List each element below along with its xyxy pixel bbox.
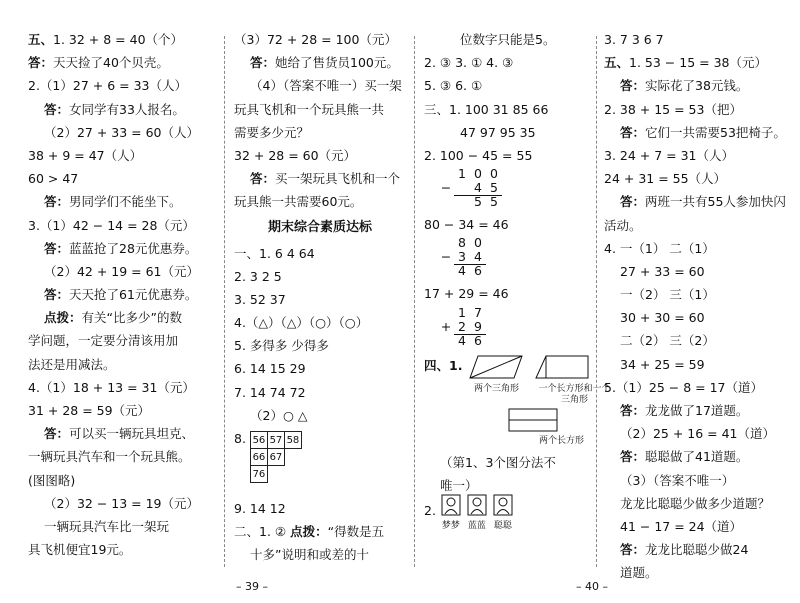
line-text: 2. 3 2 5: [234, 268, 282, 284]
text-line: [604, 422, 792, 445]
kid-name: 聪聪: [493, 520, 512, 531]
calc-digit: 1: [458, 166, 466, 182]
line-text: 3. 24 + 7 = 31（人）: [604, 147, 735, 163]
text-line: [28, 445, 216, 468]
text-line: [28, 283, 216, 306]
line-text: 1. 32 + 8 = 40（个）: [53, 32, 184, 47]
grid-label: 8.: [234, 431, 246, 446]
text-line: [234, 357, 406, 380]
line-text: 天天捡了40个贝壳。: [53, 55, 169, 71]
line-text: 聪聪做了41道题。: [645, 449, 749, 465]
bold-label: 答：: [28, 55, 54, 71]
calc-digit: 4: [458, 263, 466, 279]
text-line: [234, 265, 406, 288]
bold-label: 答：: [44, 287, 70, 303]
text-line: [234, 311, 406, 334]
text-line: [604, 214, 792, 237]
shape-two-rects: [508, 408, 614, 447]
text-line: [234, 51, 406, 74]
column-divider-1: [224, 36, 225, 567]
line-text: 32 + 28 = 60（元）: [234, 147, 357, 163]
bold-label: 五、: [604, 55, 630, 71]
line-text: 道题。: [620, 565, 658, 581]
text-line: [604, 469, 792, 492]
calc-digit: 5: [490, 194, 498, 210]
shape-caption: 一个长方形和一个三角形: [538, 383, 611, 405]
line-text: 龙龙做了17道题。: [645, 403, 749, 418]
calc-row: [438, 195, 592, 209]
bold-label: 答：: [44, 101, 70, 117]
line-text: （3）（答案不唯一）: [620, 472, 735, 488]
text-line: [604, 445, 792, 468]
text-line: [234, 74, 406, 97]
text-line: [604, 329, 792, 352]
text-line: [234, 242, 406, 265]
calc-row: [438, 250, 592, 264]
line-text: (图图略): [28, 472, 76, 488]
line-text: 2. 38 + 15 = 53（把）: [604, 101, 742, 117]
kids-section: [424, 499, 592, 532]
text-line: [28, 144, 216, 167]
calc-digit: 8: [458, 235, 466, 251]
text-line: [234, 190, 406, 213]
line-text: 一、1. 6 4 64: [234, 245, 315, 261]
column-4: [604, 28, 792, 585]
line-text: 实际花了38元钱。: [645, 78, 749, 94]
calc-row: [438, 306, 592, 320]
text-line: [28, 190, 216, 213]
vertical-calc-3: [438, 306, 592, 348]
shape-two-triangles: [468, 354, 524, 406]
text-line: [604, 353, 792, 376]
text-line: [28, 492, 216, 515]
calc-operator: −: [440, 249, 452, 265]
line-text: 3. 52 37: [234, 291, 286, 307]
shape-figures: [468, 354, 614, 447]
line-text: 4.（△）（△）（○）（○）: [234, 315, 369, 331]
line-text: 1. 53 − 15 = 38（元）: [629, 55, 767, 71]
calc-digit: 4: [458, 332, 466, 348]
text-line: [424, 144, 592, 167]
line-text: 47 97 95 35: [460, 124, 536, 140]
line-text: 法还是用减法。: [28, 356, 116, 372]
text-line: [604, 121, 792, 144]
shape-caption: 两个长方形: [538, 435, 584, 446]
vertical-calc-2: [438, 236, 592, 278]
line-text: 三、1. 100 31 85 66: [424, 101, 549, 117]
line-text: 7. 14 74 72: [234, 384, 306, 400]
line-text: 6. 14 15 29: [234, 361, 306, 377]
calc-operator: +: [440, 318, 452, 334]
parallelogram-triangles-icon: [468, 354, 524, 380]
calc-row: [438, 334, 592, 348]
calc2-equation: 80 − 34 = 46: [424, 217, 509, 233]
text-line: [604, 190, 792, 213]
page-number-right: – 40 –: [576, 580, 608, 593]
bold-label: 答：: [620, 124, 646, 140]
line-text: 十多”说明和或差的十: [250, 547, 369, 563]
line-text: 她给了售货员100元。: [275, 55, 399, 71]
grid-cell: [284, 466, 301, 483]
text-line: [28, 422, 216, 445]
question-2-label: 2.: [424, 502, 436, 518]
calc-digits: [454, 306, 486, 320]
line-text: 2. ③ 3. ① 4. ③: [424, 55, 514, 71]
bold-label: 五、: [28, 32, 54, 47]
text-line: [28, 353, 216, 376]
line-text: 2. 100 − 45 = 55: [424, 147, 533, 163]
kid-icon: [492, 493, 514, 517]
line-text: 买一架玩具飞机和一个: [275, 171, 401, 187]
line-text: 天天抢了61元优惠券。: [69, 287, 198, 303]
line-text: 5.（1）25 − 8 = 17（道）: [604, 379, 763, 395]
calc-operator: −: [440, 180, 452, 196]
text-line: [234, 98, 406, 121]
text-line: [604, 515, 792, 538]
section-title: 期末综合素质达标: [267, 219, 372, 235]
line-text: 女同学有33人报名。: [69, 101, 185, 117]
line-text: （3）72 + 28 = 100（元）: [234, 32, 397, 47]
calc-digit: 2: [458, 318, 466, 334]
text-line: [28, 51, 216, 74]
line-text: 有关“比多少”的数: [81, 310, 182, 326]
text-line: [604, 561, 792, 584]
kid-name: 蓝蓝: [467, 520, 486, 531]
line-text: 活动。: [604, 217, 642, 233]
calc-row: [438, 167, 592, 181]
line-text: 玩具飞机和一个玩具熊一共: [234, 101, 385, 117]
grid-cell: 67: [267, 449, 284, 466]
line-text: 41 − 17 = 24（道）: [620, 518, 743, 534]
text-line: [234, 167, 406, 190]
line-text: 二（2） 三（2）: [620, 333, 715, 349]
line-text: （2）27 + 33 = 60（人）: [44, 124, 200, 140]
text-line: [234, 497, 406, 520]
line-text: （2）○ △: [250, 407, 308, 423]
calc-digit: 4: [474, 249, 482, 265]
text-line: [234, 121, 406, 144]
column-divider-2: [414, 36, 415, 567]
line-text: （4）（答案不唯一）买一架: [250, 78, 402, 94]
text-line: [604, 28, 792, 51]
trapezoid-split-icon: [534, 354, 590, 380]
shape-rect-triangle: [534, 354, 614, 406]
bold-label: 答：: [620, 78, 646, 94]
calc-digits: [454, 264, 486, 278]
line-text: 可以买一辆玩具坦克、: [69, 426, 195, 442]
column-divider-3: [596, 36, 597, 567]
line-text: 学问题，一定要分清该用加: [28, 333, 179, 349]
text-line: [424, 74, 592, 97]
grid-cell: 57: [267, 432, 284, 449]
text-line: [604, 51, 792, 74]
vertical-calc-1: [438, 167, 592, 209]
text-line: [28, 237, 216, 260]
line-text: （2）42 + 19 = 61（元）: [44, 263, 200, 279]
line-text: 60 > 47: [28, 171, 79, 187]
grid-cell: [267, 466, 284, 483]
text-line: [28, 28, 216, 51]
text-line: [28, 214, 216, 237]
calc-digit: 9: [474, 318, 482, 334]
text-line: [604, 283, 792, 306]
line-text: 蓝蓝抢了28元优惠券。: [69, 240, 198, 256]
text-line: [234, 404, 406, 427]
line-text: 24 + 31 = 55（人）: [604, 171, 727, 187]
text-line: [28, 399, 216, 422]
kid-figure: [466, 493, 488, 532]
text-line: [28, 329, 216, 352]
text-line: [234, 288, 406, 311]
calc-digit: 3: [458, 249, 466, 265]
bold-label: 答：: [250, 171, 276, 187]
line-text: 龙龙比聪聪少做24: [645, 542, 749, 558]
grid-cell: 56: [250, 432, 267, 449]
text-line: [234, 381, 406, 404]
shape-section: [424, 354, 611, 447]
line-text: 一辆玩具汽车比一架玩: [44, 518, 170, 534]
calc-row: [438, 236, 592, 250]
column-1: [28, 28, 216, 561]
kid-icon: [440, 493, 462, 517]
text-line: [604, 376, 792, 399]
text-line: [604, 98, 792, 121]
bold-label: 点拨：: [290, 524, 328, 540]
calc-digit: 5: [490, 180, 498, 196]
line-text: （2）25 + 16 = 41（道）: [620, 426, 776, 442]
text-line: [28, 538, 216, 561]
line-text: 5. 多得多 少得多: [234, 338, 329, 354]
calc-row: [438, 320, 592, 334]
section-four-label: 四、1.: [424, 357, 463, 373]
line-text: 男同学们不能坐下。: [69, 194, 182, 210]
bold-label: 答：: [44, 426, 70, 442]
text-line: [28, 306, 216, 329]
line-text: 34 + 25 = 59: [620, 356, 705, 372]
calc3-equation: 17 + 29 = 46: [424, 286, 509, 302]
page-number-left: – 39 –: [236, 580, 268, 593]
calc-digits: [454, 334, 486, 348]
line-text: 需要多少元？: [234, 124, 310, 140]
line-text: 龙龙比聪聪少做多少道题？: [620, 495, 771, 511]
text-line: [604, 260, 792, 283]
line-text: 2.（1）27 + 6 = 33（人）: [28, 78, 187, 94]
text-line: [234, 520, 406, 543]
calc-digit: 6: [474, 263, 482, 279]
text-line: [234, 28, 406, 51]
text-line: [28, 376, 216, 399]
grid-cell: [284, 449, 301, 466]
note-line-2: 唯一）: [440, 477, 478, 493]
calc-digit: 0: [474, 166, 482, 182]
text-line: [28, 469, 216, 492]
line-text: 位数字只能是5。: [460, 32, 556, 47]
bold-label: 答：: [44, 240, 70, 256]
text-line: [424, 98, 592, 121]
bold-label: 答：: [620, 449, 646, 465]
kid-name: 梦梦: [441, 520, 460, 531]
calc-digits: [454, 195, 502, 209]
line-text: 3.（1）42 − 14 = 28（元）: [28, 217, 195, 233]
line-text: 4. 一（1） 二（1）: [604, 240, 715, 256]
kid-icon: [466, 493, 488, 517]
bold-label: 答：: [620, 542, 646, 558]
text-line: [604, 492, 792, 515]
kid-figure: [492, 493, 514, 532]
text-line: [604, 144, 792, 167]
line-text: 二、1. ②: [234, 524, 291, 540]
line-text: 5. ③ 6. ①: [424, 78, 483, 94]
text-line: [28, 98, 216, 121]
line-text: 两班一共有55人参加快闪: [645, 194, 786, 210]
bold-label: 点拨：: [44, 310, 82, 326]
text-line: [604, 237, 792, 260]
text-line: [604, 74, 792, 97]
line-text: 3. 7 3 6 7: [604, 32, 664, 47]
line-text: 它们一共需要53把椅子。: [645, 124, 786, 140]
text-line: [234, 543, 406, 566]
line-text: 具飞机便宜19元。: [28, 542, 132, 558]
number-grid: [250, 431, 302, 483]
text-line: [28, 121, 216, 144]
text-line: [28, 515, 216, 538]
line-text: “得数是五: [327, 524, 385, 540]
calc-row: [438, 181, 592, 195]
calc-digit: 1: [458, 304, 466, 320]
column-2: [234, 28, 406, 567]
text-line: [424, 121, 592, 144]
calc-digit: 0: [474, 235, 482, 251]
grid-cell: 66: [250, 449, 267, 466]
line-text: 27 + 33 = 60: [620, 263, 705, 279]
calc-digit: 0: [490, 166, 498, 182]
bold-label: 答：: [250, 55, 276, 71]
kid-figure: [440, 493, 462, 532]
line-text: 38 + 9 = 47（人）: [28, 147, 143, 163]
calc-digit: 6: [474, 332, 482, 348]
text-line: [604, 399, 792, 422]
grid-cell: 58: [284, 432, 301, 449]
calc-digit: 7: [474, 304, 482, 320]
grid-cell: 76: [250, 466, 267, 483]
line-text: 31 + 28 = 59（元）: [28, 403, 151, 418]
text-line: [28, 74, 216, 97]
text-line: [28, 260, 216, 283]
calc-digits: [454, 236, 486, 250]
calc-digit: 4: [474, 180, 482, 196]
text-line: [28, 167, 216, 190]
line-text: 玩具熊一共需要60元。: [234, 194, 363, 210]
text-line: [424, 51, 592, 74]
line-text: （2）32 − 13 = 19（元）: [44, 495, 200, 511]
text-line: [604, 306, 792, 329]
line-text: 9. 14 12: [234, 501, 286, 516]
rectangle-split-icon: [508, 408, 558, 432]
line-text: 一辆玩具汽车和一个玩具熊。: [28, 449, 191, 465]
text-line: [424, 28, 592, 51]
text-line: [234, 144, 406, 167]
column-3: [424, 28, 611, 532]
note-line-1: （第1、3个图分法不: [440, 454, 556, 470]
text-line: [604, 167, 792, 190]
calc-row: [438, 264, 592, 278]
text-line: [234, 334, 406, 357]
line-text: 一（2） 三（1）: [620, 287, 715, 303]
calc-digits: [454, 167, 502, 181]
text-line: [604, 538, 792, 561]
shape-caption: 两个三角形: [473, 383, 519, 394]
bold-label: 答：: [44, 194, 70, 210]
number-grid-block: [234, 427, 406, 497]
line-text: 30 + 30 = 60: [620, 310, 705, 326]
bold-label: 答：: [620, 403, 646, 418]
bold-label: 答：: [620, 194, 646, 210]
line-text: 4.（1）18 + 13 = 31（元）: [28, 379, 195, 395]
calc-digit: 5: [474, 194, 482, 210]
